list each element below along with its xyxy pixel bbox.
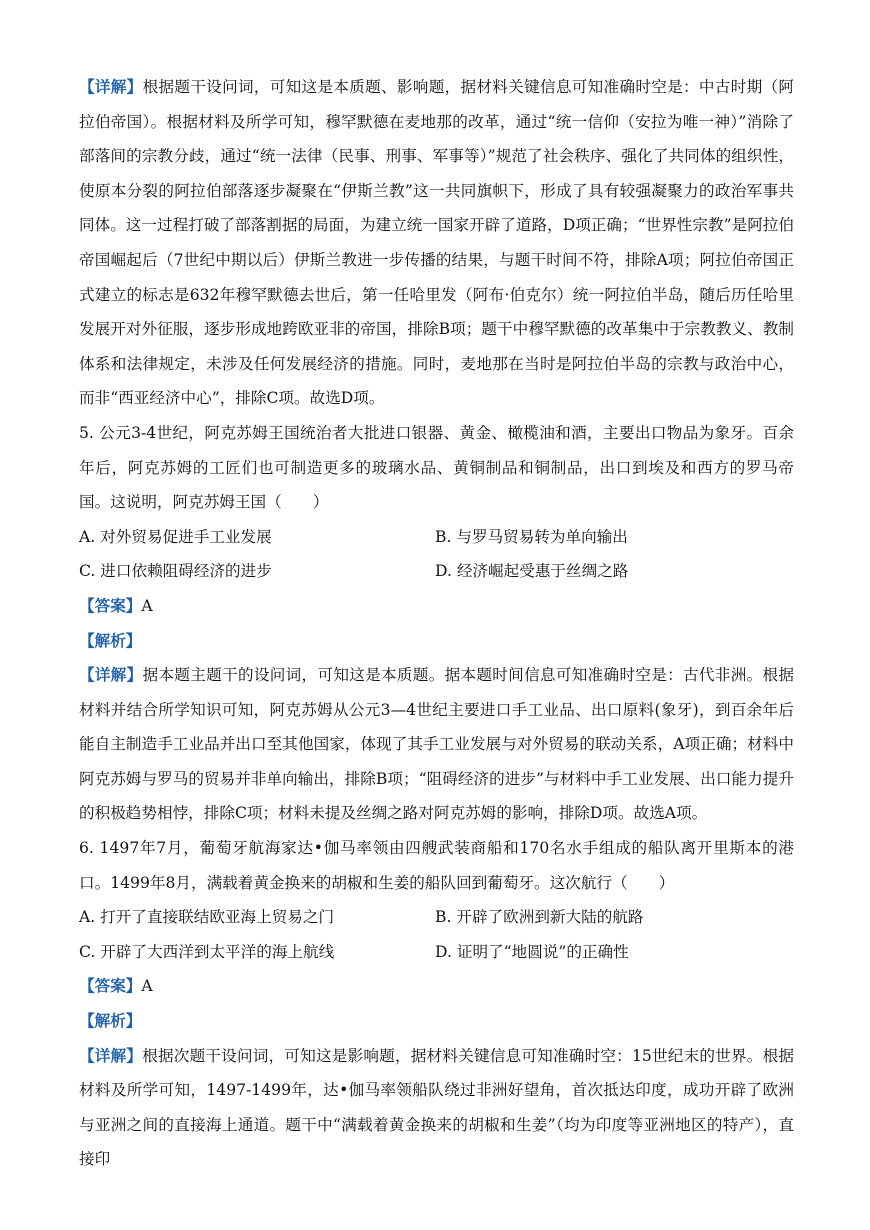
q5-analysis-line (79, 624, 794, 659)
q6-option-a: A. 打开了直接联结欧亚海上贸易之门 (79, 908, 335, 927)
q5-answer-line (79, 589, 794, 624)
q5-stem: 5. 公元3-4世纪，阿克苏姆王国统治者大批进口银器、黄金、橄榄油和酒，主要出口物品为象牙。百余年后，阿克苏姆的工匠们也可制造更多的玻璃水品、黄铜制品和铜制品，出口到埃及和西方的罗马帝国。这说明，阿克苏姆王国（ ） (79, 423, 794, 512)
q5-detail-paragraph (79, 658, 794, 831)
q6-analysis-tag: 【解析】 (79, 1011, 142, 1031)
q5-answer-value: A (141, 596, 153, 615)
q6-answer-value: A (141, 977, 153, 996)
q5-answer-tag: 【答案】 (79, 595, 142, 615)
q5-option-c: C. 进口依赖阻碍经济的进步 (79, 562, 272, 581)
q6-detail-paragraph (79, 1039, 794, 1177)
q5-option-a: A. 对外贸易促进手工业发展 (79, 527, 272, 546)
q4-detail-text: 根据题干设问词，可知这是本质题、影响题，据材料关键信息可知准确时空是：中古时期（阿拉伯帝国）。根据材料及所学可知，穆罕默德在麦地那的改革，通过“统一信仰（安拉为唯一神）”消除了部落间的宗教分歧，通过“统一法律（民事、刑事、军事等）”规范了社会秩序、强化了共同体的组织性，使原本分裂的阿拉伯部落逐步凝聚在“伊斯兰教”这一共同旗帜下，形成了具有较强凝聚力的政治军事共同体。这一过程打破了部落割据的局面，为建立统一国家开辟了道路，D项正确；“世界性宗教”是阿拉伯帝国崛起后（7世纪中期以后）伊斯兰教进一步传播的结果，与题干时间不符，排除A项；阿拉伯帝国正式建立的标志是632年穆罕默德去世后，第一任哈里发（阿布·伯克尔）统一阿拉伯半岛，随后历任哈里发展开对外征服，逐步形成地跨欧亚非的帝国，排除B项；题干中穆罕默德的改革集中于宗教教义、教制体系和法律规定，未涉及任何发展经济的措施。同时，麦地那在当时是阿拉伯半岛的宗教与政治中心，而非“西亚经济中心”，排除C项。故选D项。 (79, 78, 794, 408)
q6-detail-text: 根据次题干设问词，可知这是影响题，据材料关键信息可知准确时空：15世纪末的世界。根据材料及所学可知，1497-1499年，达•伽马率领船队绕过非洲好望角，首次抵达印度，成功开辟了欧洲与亚洲之间的直接海上通道。题干中“满载着黄金换来的胡椒和生姜”（均为印度等亚洲地区的特产），直接印 (79, 1046, 794, 1169)
q6-options (79, 900, 794, 969)
q5-option-d: D. 经济崛起受惠于丝绸之路 (435, 562, 629, 581)
q5-detail-text: 据本题主题干的设问词，可知这是本质题。据本题时间信息可知准确时空是：古代非洲。根据材料并结合所学知识可知，阿克苏姆从公元3—4世纪主要进口手工业品、出口原料(象牙)，到百余年后能自主制造手工业品并出口至其他国家，体现了其手工业发展与对外贸易的联动关系，A项正确；材料中阿克苏姆与罗马的贸易并非单向输出，排除B项；“阻碍经济的进步”与材料中手工业发展、出口能力提升的积极趋势相悖，排除C项；材料未提及丝绸之路对阿克苏姆的影响，排除D项。故选A项。 (79, 666, 794, 823)
q6-stem: 6. 1497年7月，葡萄牙航海家达•伽马率领由四艘武装商船和170名水手组成的船队离开里斯本的港口。1499年8月，满载着黄金换来的胡椒和生姜的船队回到葡萄牙。这次航行（ ） (79, 839, 794, 892)
q5-analysis-tag: 【解析】 (79, 630, 142, 650)
q5-detail-tag: 【详解】 (79, 665, 143, 685)
q6-option-d: D. 证明了“地圆说”的正确性 (435, 942, 629, 961)
q6-option-b: B. 开辟了欧洲到新大陆的航路 (435, 908, 644, 927)
q6-answer-tag: 【答案】 (79, 976, 142, 996)
q6-analysis-line (79, 1004, 794, 1039)
q6-detail-tag: 【详解】 (79, 1045, 143, 1065)
q5-option-b: B. 与罗马贸易转为单向输出 (435, 527, 628, 546)
q5-options (79, 520, 794, 589)
q4-detail-tag: 【详解】 (79, 77, 143, 96)
q6-answer-line (79, 969, 794, 1004)
q4-detail-paragraph (79, 70, 794, 416)
q6-option-c: C. 开辟了大西洋到太平洋的海上航线 (79, 942, 335, 961)
